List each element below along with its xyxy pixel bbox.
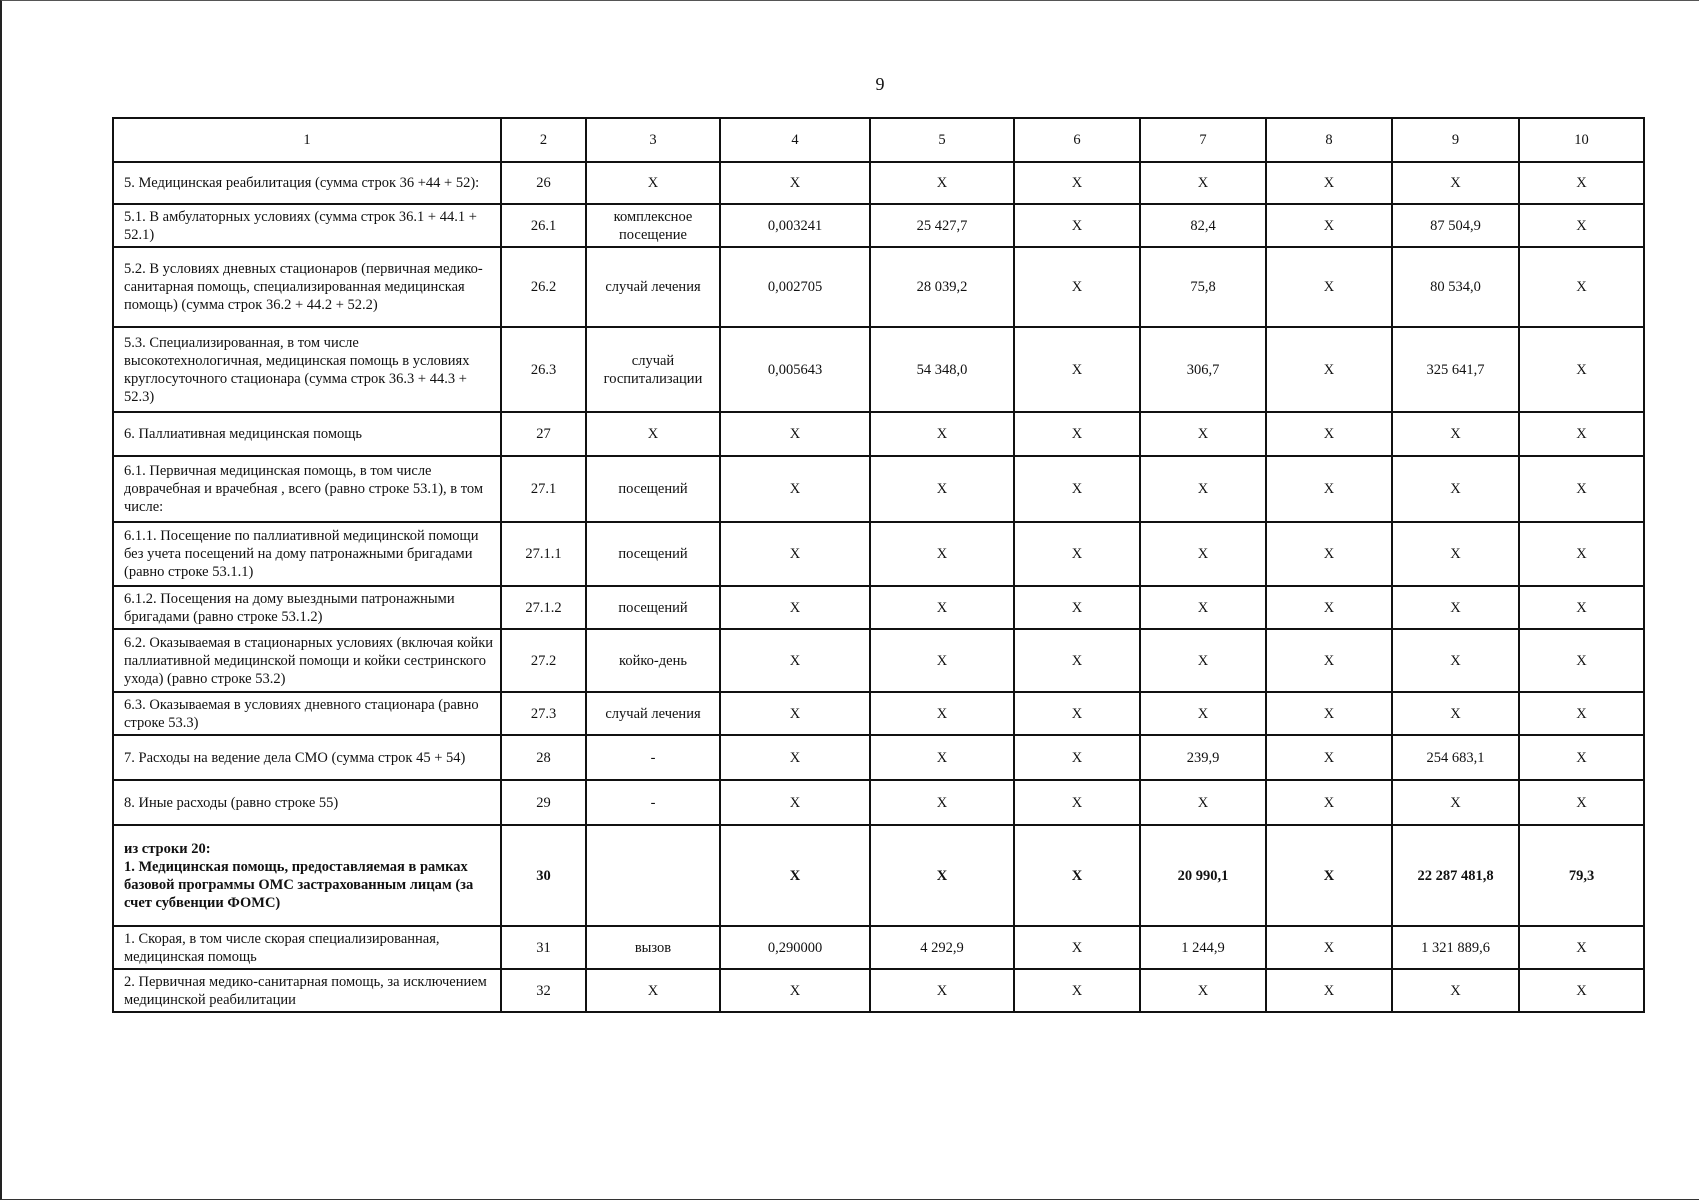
header-cell: 3 xyxy=(586,118,720,162)
table-cell: - xyxy=(586,735,720,780)
table-cell: 25 427,7 xyxy=(870,204,1014,247)
table-cell: Х xyxy=(1140,969,1266,1012)
table-cell: Х xyxy=(1014,327,1140,412)
table-row xyxy=(113,692,1644,735)
table-row xyxy=(113,327,1644,412)
table-cell: Х xyxy=(720,735,870,780)
table-cell: Х xyxy=(1266,522,1392,586)
table-cell: Х xyxy=(1266,204,1392,247)
table-cell: Х xyxy=(870,412,1014,456)
table-cell: Х xyxy=(1519,204,1644,247)
header-cell: 5 xyxy=(870,118,1014,162)
table-cell: Х xyxy=(1266,586,1392,629)
table-cell: Х xyxy=(1014,247,1140,327)
table-cell: Х xyxy=(1014,735,1140,780)
table-cell: 32 xyxy=(501,969,586,1012)
table-cell: 0,002705 xyxy=(720,247,870,327)
table-row xyxy=(113,247,1644,327)
table-cell: Х xyxy=(1014,825,1140,926)
table-cell: Х xyxy=(1014,969,1140,1012)
table-cell: Х xyxy=(870,692,1014,735)
table-cell: случай госпитализации xyxy=(586,327,720,412)
table-cell: Х xyxy=(1392,586,1519,629)
table-cell: Х xyxy=(1519,586,1644,629)
table-cell: случай лечения xyxy=(586,692,720,735)
table-cell: Х xyxy=(720,780,870,825)
table-cell: Х xyxy=(870,629,1014,692)
table-cell: Х xyxy=(1519,456,1644,522)
table-cell: койко-день xyxy=(586,629,720,692)
table-row xyxy=(113,926,1644,969)
table-cell: Х xyxy=(1014,162,1140,204)
table-cell: 6.1.2. Посещения на дому выездными патронажными бригадами (равно строке 53.1.2) xyxy=(113,586,501,629)
table-cell: 27.1.2 xyxy=(501,586,586,629)
table-cell: Х xyxy=(720,969,870,1012)
table-cell: Х xyxy=(1519,735,1644,780)
table-cell: Х xyxy=(1266,456,1392,522)
table-row xyxy=(113,735,1644,780)
table-cell: Х xyxy=(1392,522,1519,586)
table-cell: Х xyxy=(870,456,1014,522)
table-cell: 325 641,7 xyxy=(1392,327,1519,412)
table-cell: случай лечения xyxy=(586,247,720,327)
table-row xyxy=(113,204,1644,247)
table-row xyxy=(113,780,1644,825)
table-cell: 28 xyxy=(501,735,586,780)
header-cell: 7 xyxy=(1140,118,1266,162)
table-cell: Х xyxy=(1014,204,1140,247)
table-cell: Х xyxy=(720,629,870,692)
table-cell: Х xyxy=(870,522,1014,586)
table-cell: 6. Паллиативная медицинская помощь xyxy=(113,412,501,456)
data-table xyxy=(112,117,1645,1013)
table-cell: 27.1 xyxy=(501,456,586,522)
table-row xyxy=(113,456,1644,522)
table-cell: Х xyxy=(870,969,1014,1012)
table-cell: 6.2. Оказываемая в стационарных условиях (включая койки паллиативной медицинской помощи и койки сестринского ухода) (равно строке 53.2) xyxy=(113,629,501,692)
table-cell: Х xyxy=(870,780,1014,825)
table-cell: Х xyxy=(1140,522,1266,586)
table-cell: Х xyxy=(1519,162,1644,204)
table-cell: Х xyxy=(1140,586,1266,629)
table-cell: комплексное посещение xyxy=(586,204,720,247)
table-row xyxy=(113,162,1644,204)
table-cell: Х xyxy=(586,162,720,204)
table-cell: - xyxy=(586,780,720,825)
table-cell: Х xyxy=(1266,162,1392,204)
table-cell: Х xyxy=(1014,456,1140,522)
header-cell: 4 xyxy=(720,118,870,162)
table-cell: Х xyxy=(1014,412,1140,456)
table-cell: Х xyxy=(720,456,870,522)
table-cell: Х xyxy=(1266,412,1392,456)
table-cell: 1. Скорая, в том числе скорая специализированная, медицинская помощь xyxy=(113,926,501,969)
table-cell: посещений xyxy=(586,586,720,629)
header-cell: 6 xyxy=(1014,118,1140,162)
table-cell: Х xyxy=(870,825,1014,926)
table-cell: 6.1. Первичная медицинская помощь, в том числе доврачебная и врачебная , всего (равно строке 53.1), в том числе: xyxy=(113,456,501,522)
table-cell: Х xyxy=(1266,969,1392,1012)
table-cell: Х xyxy=(720,692,870,735)
table-cell: посещений xyxy=(586,456,720,522)
table-cell: 6.3. Оказываемая в условиях дневного стационара (равно строке 53.3) xyxy=(113,692,501,735)
table-cell: 254 683,1 xyxy=(1392,735,1519,780)
table-cell: Х xyxy=(1014,926,1140,969)
table-cell: Х xyxy=(870,162,1014,204)
table-cell: 4 292,9 xyxy=(870,926,1014,969)
table-cell: Х xyxy=(1266,825,1392,926)
table-cell: 0,005643 xyxy=(720,327,870,412)
header-cell: 8 xyxy=(1266,118,1392,162)
table-cell: Х xyxy=(1014,692,1140,735)
table-cell: Х xyxy=(1392,969,1519,1012)
table-row xyxy=(113,629,1644,692)
table-cell: Х xyxy=(1519,522,1644,586)
table-cell: Х xyxy=(1392,780,1519,825)
table-cell: Х xyxy=(1519,629,1644,692)
table-cell: Х xyxy=(1014,522,1140,586)
table-cell: 30 xyxy=(501,825,586,926)
table-cell: 75,8 xyxy=(1140,247,1266,327)
table-cell: 2. Первичная медико-санитарная помощь, за исключением медицинской реабилитации xyxy=(113,969,501,1012)
table-cell: Х xyxy=(586,969,720,1012)
table-cell xyxy=(586,825,720,926)
table-cell: 27 xyxy=(501,412,586,456)
table-cell: Х xyxy=(1266,692,1392,735)
table-cell: Х xyxy=(1266,780,1392,825)
table-cell: 0,003241 xyxy=(720,204,870,247)
table-cell: 27.2 xyxy=(501,629,586,692)
page-number: 9 xyxy=(875,74,885,94)
table-cell: 80 534,0 xyxy=(1392,247,1519,327)
table-cell: Х xyxy=(1519,412,1644,456)
table-cell: 82,4 xyxy=(1140,204,1266,247)
table-cell: Х xyxy=(1014,629,1140,692)
table-row xyxy=(113,412,1644,456)
table-cell: 306,7 xyxy=(1140,327,1266,412)
table-cell: Х xyxy=(1266,629,1392,692)
table-cell: 54 348,0 xyxy=(870,327,1014,412)
table-cell: Х xyxy=(1392,456,1519,522)
table-cell: Х xyxy=(1266,327,1392,412)
table-cell: 29 xyxy=(501,780,586,825)
table-cell: Х xyxy=(870,735,1014,780)
table-cell: Х xyxy=(1392,162,1519,204)
table-cell: Х xyxy=(720,825,870,926)
table-cell: Х xyxy=(1140,162,1266,204)
table-cell: Х xyxy=(1392,692,1519,735)
table-cell: 79,3 xyxy=(1519,825,1644,926)
table-cell: 27.3 xyxy=(501,692,586,735)
table-cell: 5. Медицинская реабилитация (сумма строк 36 +44 + 52): xyxy=(113,162,501,204)
table-cell: Х xyxy=(1140,692,1266,735)
table-cell: Х xyxy=(720,162,870,204)
table-cell: Х xyxy=(1519,692,1644,735)
table-cell: Х xyxy=(1140,780,1266,825)
header-cell: 1 xyxy=(113,118,501,162)
table-cell: 7. Расходы на ведение дела СМО (сумма строк 45 + 54) xyxy=(113,735,501,780)
table-row xyxy=(113,586,1644,629)
table-cell: Х xyxy=(1519,780,1644,825)
table-cell: Х xyxy=(1014,780,1140,825)
table-cell: 26.1 xyxy=(501,204,586,247)
table-row xyxy=(113,825,1644,926)
header-cell: 9 xyxy=(1392,118,1519,162)
table-cell: Х xyxy=(1392,412,1519,456)
table-cell: 8. Иные расходы (равно строке 55) xyxy=(113,780,501,825)
table-cell: Х xyxy=(1140,412,1266,456)
table-cell: 1 321 889,6 xyxy=(1392,926,1519,969)
table-cell: 20 990,1 xyxy=(1140,825,1266,926)
table-cell: Х xyxy=(1266,735,1392,780)
table-cell: Х xyxy=(1519,327,1644,412)
table-cell: 5.2. В условиях дневных стационаров (первичная медико-санитарная помощь, специализированная медицинская помощь) (сумма строк 36.2 + 44.2 + 52.2) xyxy=(113,247,501,327)
table-cell: Х xyxy=(1266,247,1392,327)
table-body xyxy=(113,118,1644,1012)
table-cell: 26.3 xyxy=(501,327,586,412)
header-cell: 2 xyxy=(501,118,586,162)
table-cell: 87 504,9 xyxy=(1392,204,1519,247)
table-cell: из строки 20: 1. Медицинская помощь, предоставляемая в рамках базовой программы ОМС застрахованным лицам (за счет субвенции ФОМС) xyxy=(113,825,501,926)
table-cell: 26.2 xyxy=(501,247,586,327)
table-cell: Х xyxy=(870,586,1014,629)
table-cell: Х xyxy=(720,586,870,629)
table-cell: 6.1.1. Посещение по паллиативной медицинской помощи без учета посещений на дому патронажными бригадами (равно строке 53.1.1) xyxy=(113,522,501,586)
table-cell: 31 xyxy=(501,926,586,969)
table-cell: 28 039,2 xyxy=(870,247,1014,327)
table-cell: 5.1. В амбулаторных условиях (сумма строк 36.1 + 44.1 + 52.1) xyxy=(113,204,501,247)
table-cell: Х xyxy=(720,412,870,456)
table-cell: 239,9 xyxy=(1140,735,1266,780)
table-cell: 0,290000 xyxy=(720,926,870,969)
table-cell: Х xyxy=(1519,926,1644,969)
table-cell: Х xyxy=(1519,969,1644,1012)
table-cell: 26 xyxy=(501,162,586,204)
table-cell: Х xyxy=(1519,247,1644,327)
table-cell: Х xyxy=(1392,629,1519,692)
table-cell: 22 287 481,8 xyxy=(1392,825,1519,926)
table-cell: посещений xyxy=(586,522,720,586)
table-cell: Х xyxy=(586,412,720,456)
header-row xyxy=(113,118,1644,162)
table-row xyxy=(113,522,1644,586)
table-row xyxy=(113,969,1644,1012)
table-cell: Х xyxy=(720,522,870,586)
table-cell: Х xyxy=(1014,586,1140,629)
header-cell: 10 xyxy=(1519,118,1644,162)
table-cell: Х xyxy=(1266,926,1392,969)
table-cell: 1 244,9 xyxy=(1140,926,1266,969)
table-cell: Х xyxy=(1140,456,1266,522)
table-cell: Х xyxy=(1140,629,1266,692)
table-cell: 5.3. Специализированная, в том числе высокотехнологичная, медицинская помощь в условиях круглосуточного стационара (сумма строк 36.3 + 44.3 + 52.3) xyxy=(113,327,501,412)
table-cell: 27.1.1 xyxy=(501,522,586,586)
table-cell: вызов xyxy=(586,926,720,969)
